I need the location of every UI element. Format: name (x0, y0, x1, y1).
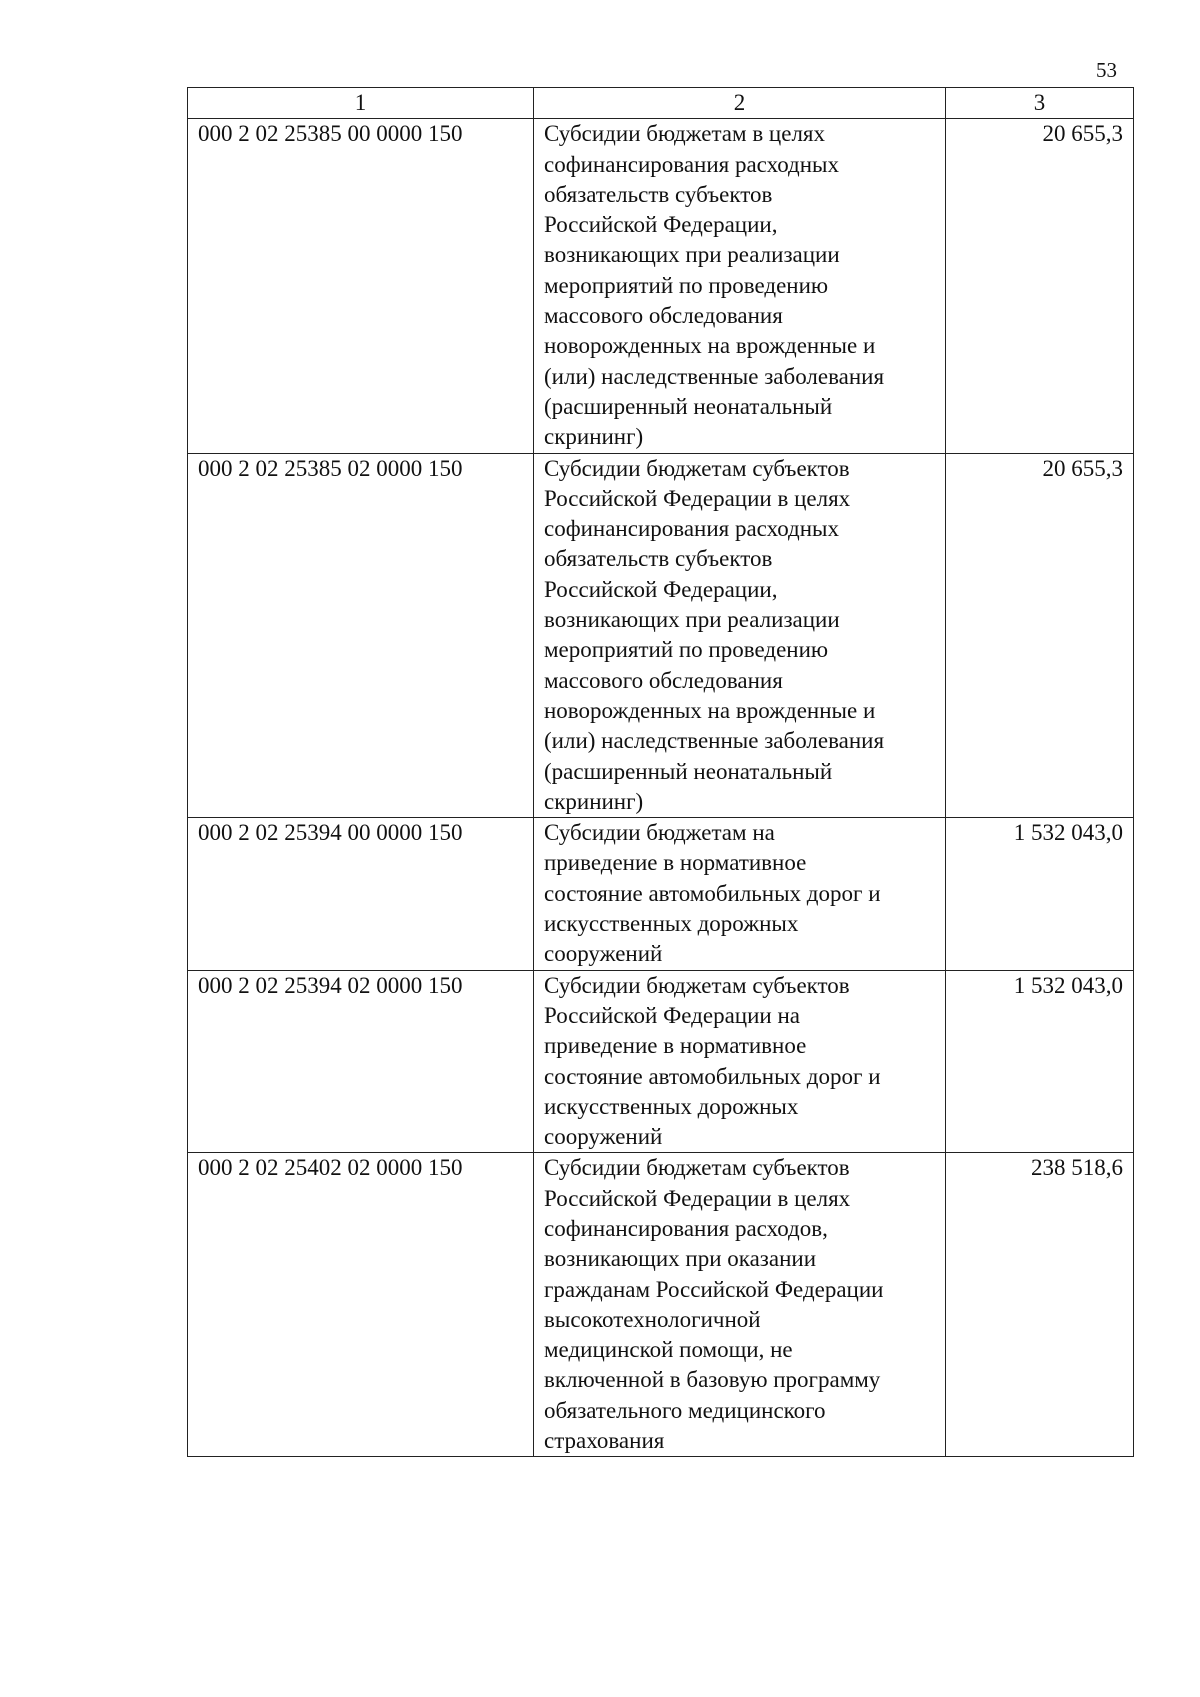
revenue-name-line: состояние автомобильных дорог и (544, 1063, 881, 1089)
revenue-name-cell (534, 453, 946, 818)
revenue-name-line: софинансирования расходных (544, 516, 840, 542)
revenue-name-line: Российской Федерации, (544, 576, 778, 602)
revenue-name-line: высокотехнологичной (544, 1306, 761, 1332)
revenue-name-line: состояние автомобильных дорог и (544, 880, 881, 906)
budget-code-cell: 000 2 02 25394 02 0000 150 (188, 970, 534, 1153)
budget-code-cell: 000 2 02 25394 00 0000 150 (188, 818, 534, 970)
revenue-name-line: включенной в базовую программу (544, 1367, 881, 1393)
revenue-name-cell (534, 1153, 946, 1457)
column-header-3: 3 (946, 88, 1134, 119)
revenue-name-line: страхования (544, 1428, 665, 1454)
amount-cell: 1 532 043,0 (946, 970, 1134, 1153)
table-row (188, 818, 1134, 970)
revenue-name-line: сооружений (544, 1124, 663, 1150)
table-row (188, 1153, 1134, 1457)
column-header-2: 2 (534, 88, 946, 119)
budget-revenue-table (187, 87, 1134, 1457)
table-header-row (188, 88, 1134, 119)
revenue-name-line: искусственных дорожных (544, 1093, 799, 1119)
revenue-name-line: (расширенный неонатальный (544, 393, 833, 419)
revenue-name-line: массового обследования (544, 667, 783, 693)
revenue-name-line: Субсидии бюджетам субъектов (544, 1155, 850, 1181)
revenue-name-line: гражданам Российской Федерации (544, 1276, 884, 1302)
budget-code-cell: 000 2 02 25385 02 0000 150 (188, 453, 534, 818)
revenue-name-cell (534, 818, 946, 970)
amount-cell: 20 655,3 (946, 119, 1134, 453)
revenue-name-line: искусственных дорожных (544, 911, 799, 937)
revenue-name-line: мероприятий по проведению (544, 272, 829, 298)
revenue-name-cell (534, 970, 946, 1153)
budget-code-cell: 000 2 02 25385 00 0000 150 (188, 119, 534, 453)
revenue-name-line: Субсидии бюджетам субъектов (544, 455, 850, 481)
revenue-name-line: мероприятий по проведению (544, 637, 829, 663)
table-row (188, 453, 1134, 818)
revenue-name-line: медицинской помощи, не (544, 1337, 793, 1363)
revenue-name-line: (расширенный неонатальный (544, 758, 833, 784)
revenue-name-line: скрининг) (544, 788, 644, 814)
table-row (188, 970, 1134, 1153)
revenue-name-line: возникающих при оказании (544, 1246, 817, 1272)
revenue-name-line: (или) наследственные заболевания (544, 728, 885, 754)
revenue-name-line: Российской Федерации, (544, 212, 778, 238)
revenue-name-line: Российской Федерации в целях (544, 485, 851, 511)
revenue-name-line: массового обследования (544, 303, 783, 329)
amount-cell: 20 655,3 (946, 453, 1134, 818)
revenue-name-line: софинансирования расходных (544, 151, 840, 177)
revenue-name-line: Субсидии бюджетам в целях (544, 121, 825, 147)
revenue-name-line: обязательств субъектов (544, 546, 773, 572)
revenue-name-line: Российской Федерации на (544, 1002, 800, 1028)
column-header-1: 1 (188, 88, 534, 119)
revenue-name-line: Российской Федерации в целях (544, 1185, 851, 1211)
page-number: 53 (1096, 58, 1117, 82)
budget-code-cell: 000 2 02 25402 02 0000 150 (188, 1153, 534, 1457)
revenue-name-line: (или) наследственные заболевания (544, 363, 885, 389)
amount-cell: 1 532 043,0 (946, 818, 1134, 970)
table-body (188, 119, 1134, 1457)
revenue-name-line: новорожденных на врожденные и (544, 697, 876, 723)
revenue-name-line: возникающих при реализации (544, 242, 840, 268)
revenue-name-cell (534, 119, 946, 453)
revenue-name-line: возникающих при реализации (544, 607, 840, 633)
table-row (188, 119, 1134, 453)
revenue-name-line: скрининг) (544, 424, 644, 450)
revenue-name-line: софинансирования расходов, (544, 1215, 828, 1241)
revenue-name-line: обязательного медицинского (544, 1397, 826, 1423)
amount-cell: 238 518,6 (946, 1153, 1134, 1457)
revenue-name-line: приведение в нормативное (544, 850, 807, 876)
revenue-name-line: сооружений (544, 941, 663, 967)
revenue-name-line: приведение в нормативное (544, 1033, 807, 1059)
revenue-name-line: обязательств субъектов (544, 181, 773, 207)
revenue-name-line: новорожденных на врожденные и (544, 333, 876, 359)
revenue-name-line: Субсидии бюджетам на (544, 820, 775, 846)
revenue-name-line: Субсидии бюджетам субъектов (544, 972, 850, 998)
